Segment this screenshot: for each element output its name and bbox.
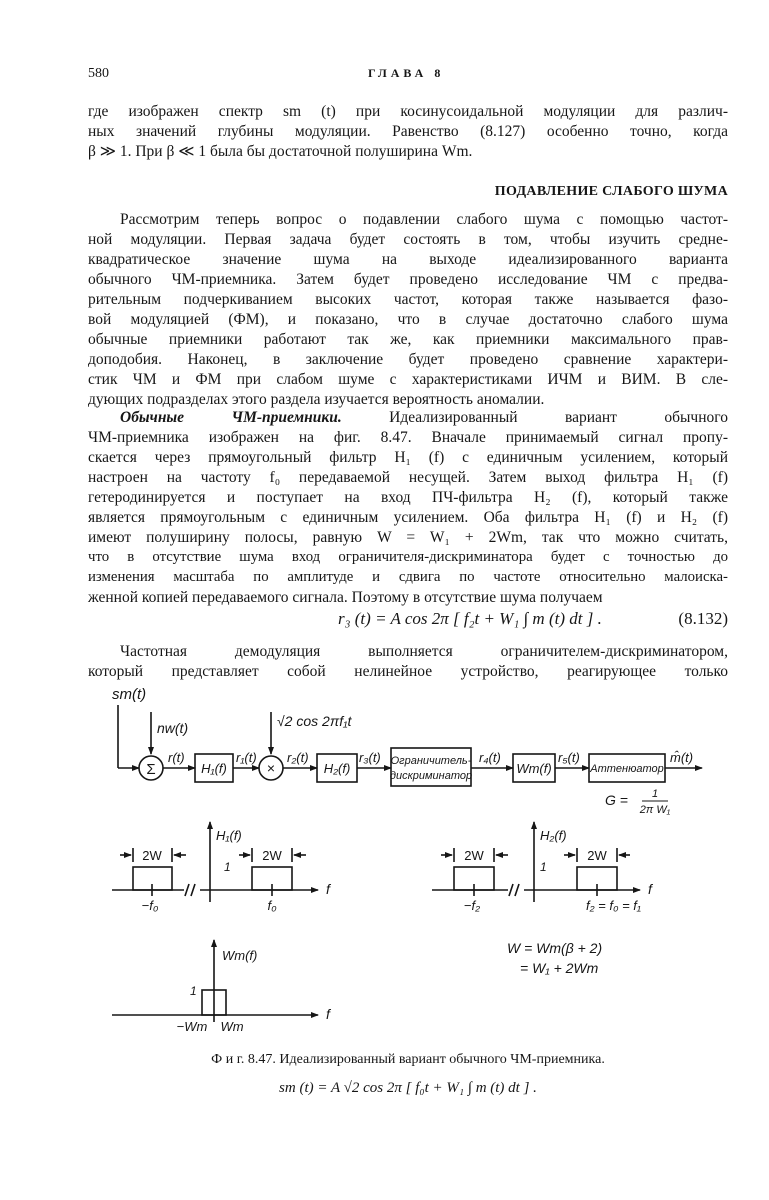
- equation-body: r₃ (t) = A cos 2π [ f₂t + W₁ ∫ m (t) dt ] .: [338, 609, 602, 628]
- bandwidth-relation-1: W = Wm(β + 2): [507, 940, 603, 956]
- h1-neg-label: −f₀: [141, 898, 159, 913]
- wm-unity-label: 1: [190, 984, 197, 998]
- h1-block-label: H₁(f): [201, 761, 227, 776]
- section-line: Рассмотрим теперь вопрос о подавлении слабого шума с помощью частот-: [120, 211, 728, 228]
- fm-line: настроен на частоту f₀ передаваемой несущей. Затем выход фильтра H₁ (f): [88, 469, 728, 486]
- bandwidth-relation-2: = W₁ + 2Wm: [520, 960, 599, 976]
- lo-label: √2 cos 2πf₁t: [277, 713, 352, 729]
- section-line: обычного ЧМ-приемника. Затем будет проведено исследование ЧМ с предва-: [88, 271, 728, 288]
- section-line: ной модуляции. Первая задача будет состоять в том, чтобы изучить средне-: [88, 231, 728, 248]
- gain-label: G =: [605, 792, 628, 808]
- intro-line: β ≫ 1. При β ≪ 1 была бы достаточной полуширина Wm.: [88, 143, 473, 160]
- gain-numerator: 1: [651, 788, 659, 800]
- section-line: стик ЧМ и ФМ при слабом шуме с характеристиками ИЧМ и ВИМ. В сле-: [88, 371, 728, 388]
- fm-line: женной копией передаваемого сигнала. Поэтому в отсутствие шума получаем: [88, 589, 603, 606]
- fm-first-line-rest: Идеализированный вариант обычного: [341, 409, 728, 426]
- h2-neg-label: −f₂: [463, 898, 481, 913]
- signal-label: r₁(t): [236, 750, 257, 765]
- input-label: sm(t): [112, 686, 147, 703]
- signal-label: r(t): [168, 750, 185, 765]
- gain-denominator: 2π W₁: [639, 804, 671, 816]
- h2-pos-label: f₂ = f₀ = f₁: [586, 898, 642, 913]
- h1-axis-label: f: [326, 881, 330, 897]
- signal-label: r₂(t): [287, 750, 309, 765]
- section-line: рительным подчеркиванием высоких частот, которая также называется фазо-: [88, 291, 728, 308]
- fm-line: скается через прямоугольный фильтр H₁ (f) с единичным усилением, который: [88, 449, 728, 466]
- h1-title: H₁(f): [216, 828, 242, 843]
- intro-line: ных значений глубины модуляции. Равенство (8.127) особенно точно, когда: [88, 123, 728, 140]
- after-line: который представляет собой нелинейное устройство, реагирующее только: [88, 663, 728, 680]
- section-line: квадратическое значение шума на выходе идеализированного варианта: [88, 251, 728, 268]
- h2-axis-label: f: [648, 881, 652, 897]
- section-line: доподобия. Наконец, в заключение будет проведено сравнение характери-: [88, 351, 728, 368]
- h1-unity-label: 1: [224, 860, 231, 874]
- wm-axis-label: f: [326, 1006, 330, 1022]
- signal-label: r₅(t): [558, 750, 580, 765]
- fm-line: имеют полуширину полосы, равную W = W₁ + 2Wm, так что можно считать,: [88, 529, 728, 546]
- wm-title: Wm(f): [222, 948, 258, 963]
- fm-line: гетеродинируется и поступает на вход ПЧ-фильтра H₂ (f), который также: [88, 489, 728, 506]
- wm-pos-label: Wm: [220, 1019, 244, 1034]
- runin-title: Обычные ЧМ-приемники.: [120, 409, 342, 426]
- h2-block-label: H₂(f): [323, 761, 351, 776]
- h2-unity-label: 1: [540, 860, 547, 874]
- h1-width-label: 2W: [142, 848, 162, 863]
- wm-neg-label: −Wm: [176, 1019, 208, 1034]
- intro-line: где изображен спектр sm (t) при косинусоидальной модуляции для различ-: [88, 103, 728, 120]
- attenuator-label: Аттенюатор: [590, 763, 664, 775]
- noise-label: nw(t): [157, 720, 189, 736]
- equation-number: (8.132): [678, 609, 728, 628]
- h2-width-label: 2W: [587, 848, 607, 863]
- h2-title: H₂(f): [540, 828, 567, 843]
- limiter-label-1: Ограничитель-: [390, 755, 472, 767]
- chapter-header: ГЛАВА 8: [368, 66, 445, 80]
- section-title: ПОДАВЛЕНИЕ СЛАБОГО ШУМА: [494, 184, 728, 199]
- signal-label: m̂(t): [670, 750, 694, 765]
- section-line: дующих подразделах этого раздела изучается вероятность аномалии.: [88, 391, 545, 408]
- fm-line: что в отсутствие шума вход ограничителя-дискриминатора будет с точностью до: [88, 549, 728, 565]
- fm-line: ЧМ-приемника изображен на фиг. 8.47. Вначале принимаемый сигнал пропу-: [88, 429, 728, 446]
- section-line: обычные приемники работают так же, как приемники максимального прав-: [88, 331, 728, 348]
- h1-axis-break: [185, 884, 195, 896]
- h2-width-label: 2W: [464, 848, 484, 863]
- section-line: вой модуляцией (ФМ), и показано, что в случае достаточно слабого шума: [88, 311, 728, 328]
- sum-symbol: Σ: [146, 761, 156, 778]
- mult-symbol: ×: [266, 760, 276, 776]
- fm-line: изменения масштаба по амплитуде и сдвига по частоте относительно малоиска-: [88, 569, 728, 585]
- limiter-label-2: дискриминатор: [389, 770, 473, 782]
- after-line: Частотная демодуляция выполняется ограничителем-дискриминатором,: [120, 643, 728, 660]
- signal-label: r₃(t): [359, 750, 381, 765]
- figure-caption: Ф и г. 8.47. Идеализированный вариант обычного ЧМ-приемника.: [211, 1052, 605, 1067]
- wm-block-label: Wm(f): [516, 761, 552, 776]
- h2-axis-break: [509, 884, 519, 896]
- caption-formula: sm (t) = A √2 cos 2π [ f₀t + W₁ ∫ m (t) dt ] .: [279, 1080, 537, 1096]
- fm-line: является прямоугольным с единичным усилением. Оба фильтра H₁ (f) и H₂ (f): [88, 509, 728, 526]
- page-number: 580: [88, 66, 109, 81]
- signal-label: r₄(t): [479, 750, 501, 765]
- h1-width-label: 2W: [262, 848, 282, 863]
- h1-pos-label: f₀: [267, 898, 277, 913]
